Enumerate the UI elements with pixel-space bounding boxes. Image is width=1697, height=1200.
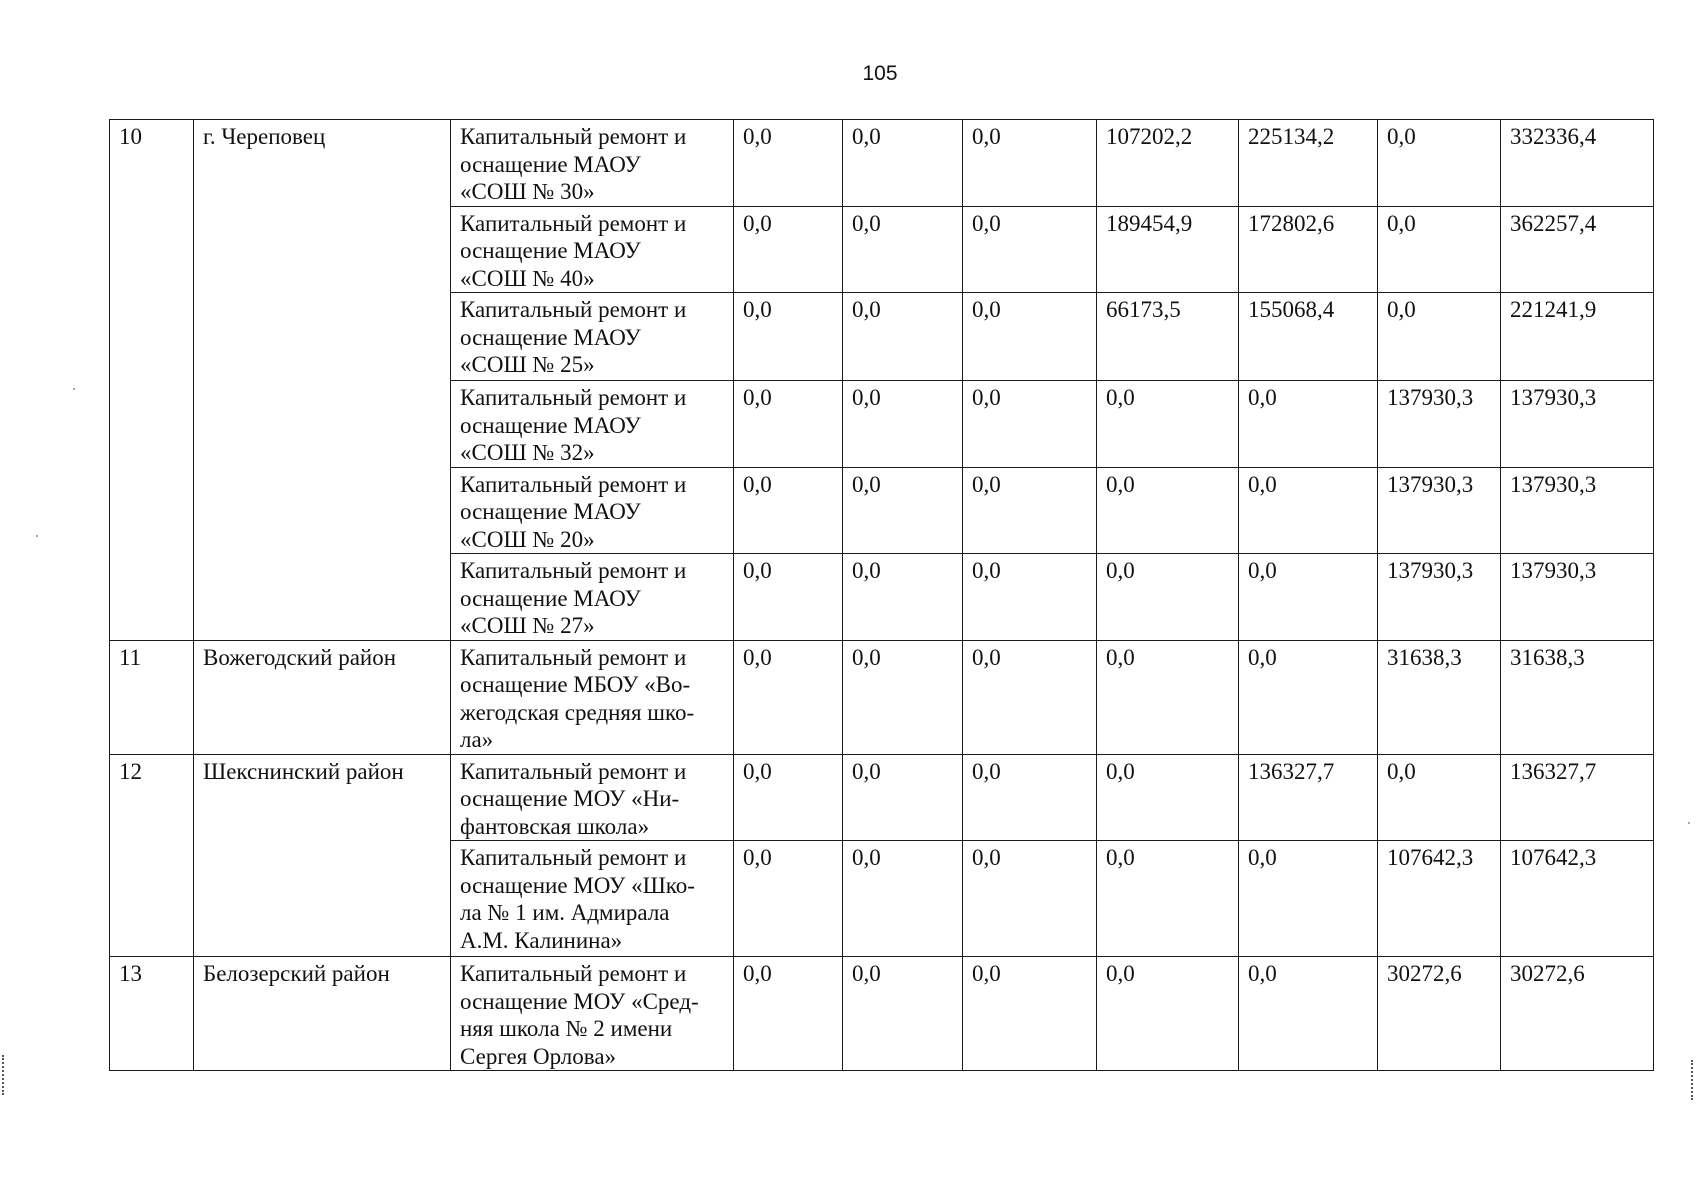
value-cell: 0,0 [1378,206,1501,293]
value-cell: 0,0 [963,293,1097,381]
scan-speck [36,535,38,537]
value-cell: 0,0 [843,120,963,207]
value-cell: 136327,7 [1239,754,1378,841]
value-cell: 0,0 [963,841,1097,957]
value-cell: 0,0 [843,754,963,841]
value-cell: 137930,3 [1378,554,1501,641]
value-cell: 0,0 [734,554,843,641]
value-cell: 0,0 [963,381,1097,468]
value-cell: 0,0 [963,206,1097,293]
row-number-cell: 12 [110,754,194,957]
value-cell: 0,0 [1097,640,1239,754]
row-number-cell: 11 [110,640,194,754]
object-cell: Капитальный ремонт и оснащение МОУ «Сред- няя школа № 2 имени Сергея Орлова» [451,957,734,1071]
value-cell: 0,0 [1378,120,1501,207]
value-cell: 0,0 [1239,957,1378,1071]
page-number: 105 [862,62,898,85]
value-cell: 0,0 [843,206,963,293]
total-value-cell: 31638,3 [1501,640,1654,754]
value-cell: 0,0 [1097,754,1239,841]
value-cell: 0,0 [1239,381,1378,468]
value-cell: 0,0 [1097,957,1239,1071]
value-cell: 0,0 [963,754,1097,841]
value-cell: 0,0 [1097,841,1239,957]
value-cell: 107642,3 [1378,841,1501,957]
object-cell: Капитальный ремонт и оснащение МАОУ «СОШ № 27» [451,554,734,641]
scan-edge-mark-right [1691,1060,1695,1100]
object-cell: Капитальный ремонт и оснащение МБОУ «Во- жегодская средняя шко- ла» [451,640,734,754]
municipality-cell: Белозерский район [194,957,451,1071]
value-cell: 66173,5 [1097,293,1239,381]
total-value-cell: 362257,4 [1501,206,1654,293]
total-value-cell: 332336,4 [1501,120,1654,207]
value-cell: 0,0 [843,467,963,554]
value-cell: 0,0 [734,206,843,293]
funding-table [109,119,1654,1071]
value-cell: 0,0 [963,467,1097,554]
value-cell: 0,0 [1378,754,1501,841]
value-cell: 30272,6 [1378,957,1501,1071]
value-cell: 225134,2 [1239,120,1378,207]
total-value-cell: 30272,6 [1501,957,1654,1071]
value-cell: 0,0 [734,640,843,754]
value-cell: 0,0 [734,381,843,468]
value-cell: 0,0 [963,957,1097,1071]
value-cell: 0,0 [1097,467,1239,554]
scan-edge-mark-left [2,1055,6,1095]
value-cell: 0,0 [734,957,843,1071]
total-value-cell: 137930,3 [1501,554,1654,641]
value-cell: 0,0 [1239,554,1378,641]
value-cell: 0,0 [963,120,1097,207]
scan-speck [73,388,75,390]
value-cell: 189454,9 [1097,206,1239,293]
object-cell: Капитальный ремонт и оснащение МАОУ «СОШ № 40» [451,206,734,293]
row-number-cell: 10 [110,120,194,641]
municipality-cell: Вожегодский район [194,640,451,754]
value-cell: 0,0 [734,467,843,554]
value-cell: 0,0 [843,640,963,754]
value-cell: 172802,6 [1239,206,1378,293]
table-row [110,957,1654,1071]
value-cell: 0,0 [1378,293,1501,381]
table-row [110,754,1654,841]
table-row [110,640,1654,754]
value-cell: 0,0 [843,554,963,641]
object-cell: Капитальный ремонт и оснащение МАОУ «СОШ № 30» [451,120,734,207]
value-cell: 137930,3 [1378,381,1501,468]
value-cell: 0,0 [963,554,1097,641]
value-cell: 0,0 [734,120,843,207]
municipality-cell: Шекснинский район [194,754,451,957]
value-cell: 155068,4 [1239,293,1378,381]
object-cell: Капитальный ремонт и оснащение МАОУ «СОШ № 32» [451,381,734,468]
value-cell: 0,0 [843,841,963,957]
value-cell: 0,0 [734,754,843,841]
object-cell: Капитальный ремонт и оснащение МОУ «Ни- фантовская школа» [451,754,734,841]
value-cell: 0,0 [1097,381,1239,468]
total-value-cell: 137930,3 [1501,467,1654,554]
value-cell: 137930,3 [1378,467,1501,554]
total-value-cell: 107642,3 [1501,841,1654,957]
value-cell: 0,0 [1239,467,1378,554]
value-cell: 0,0 [963,640,1097,754]
total-value-cell: 137930,3 [1501,381,1654,468]
value-cell: 0,0 [843,957,963,1071]
value-cell: 107202,2 [1097,120,1239,207]
municipality-cell: г. Череповец [194,120,451,641]
value-cell: 0,0 [734,293,843,381]
value-cell: 31638,3 [1378,640,1501,754]
total-value-cell: 136327,7 [1501,754,1654,841]
value-cell: 0,0 [843,293,963,381]
table-row [110,120,1654,207]
object-cell: Капитальный ремонт и оснащение МАОУ «СОШ № 20» [451,467,734,554]
value-cell: 0,0 [1097,554,1239,641]
value-cell: 0,0 [1239,841,1378,957]
total-value-cell: 221241,9 [1501,293,1654,381]
object-cell: Капитальный ремонт и оснащение МОУ «Шко- ла № 1 им. Адмирала А.М. Калинина» [451,841,734,957]
object-cell: Капитальный ремонт и оснащение МАОУ «СОШ № 25» [451,293,734,381]
row-number-cell: 13 [110,957,194,1071]
scan-speck [1688,822,1690,824]
value-cell: 0,0 [843,381,963,468]
table-body [110,120,1654,1071]
value-cell: 0,0 [734,841,843,957]
value-cell: 0,0 [1239,640,1378,754]
